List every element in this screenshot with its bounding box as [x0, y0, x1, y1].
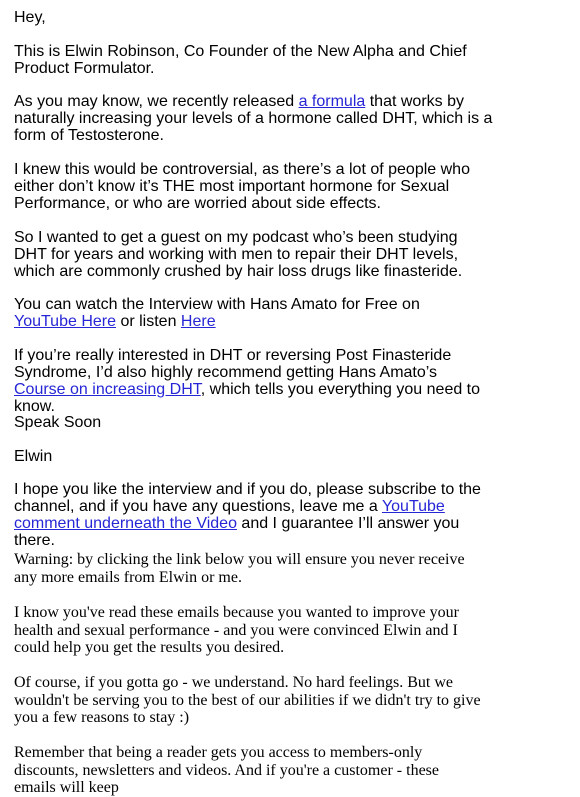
warning-paragraph: Warning: by clicking the link below you will ensure you never receive any more emails from Elwin or me.: [14, 551, 465, 586]
course-text-after: , which tells you everything you need to know.: [14, 381, 481, 415]
youtube-comment-link[interactable]: YouTube comment underneath the Video: [14, 498, 445, 532]
watch-paragraph: [14, 296, 484, 330]
subscribe-paragraph: [14, 481, 484, 549]
subscribe-text-before: I hope you like the interview and if you do, please subscribe to the channel, and if you have any questions, leave me a: [14, 481, 481, 515]
course-paragraph: [14, 347, 484, 415]
course-text-before: If you’re really interested in DHT or reversing Post Finasteride Syndrome, I’d also highly recommend getting Hans Amato’s: [14, 347, 452, 381]
gotta-go-paragraph: Of course, if you gotta go - we understand. No hard feelings. But we wouldn't be serving you to the best of our abilities if we didn't try to give you a few reasons to stay :): [14, 674, 481, 726]
watch-text-before: You can watch the Interview with Hans Amato for Free on: [14, 296, 420, 313]
intro-paragraph: This is Elwin Robinson, Co Founder of the New Alpha and Chief Product Formulator.: [14, 43, 467, 77]
controversial-paragraph: I knew this would be controversial, as there’s a lot of people who either don’t know it’s THE most important hormone for Sexual Performance, or who are worried about side effects.: [14, 161, 470, 212]
speak-soon: Speak Soon: [14, 414, 102, 431]
release-text-after: that works by naturally increasing your levels of a hormone called DHT, which is a form of Testosterone.: [14, 93, 493, 144]
read-reason-paragraph: I know you've read these emails because you wanted to improve your health and sexual performance - and you were convinced Elwin and I could help you get the results you desired.: [14, 604, 459, 656]
formula-link[interactable]: a formula: [298, 93, 366, 110]
greeting: Hey,: [14, 9, 46, 26]
release-paragraph: [14, 93, 494, 144]
course-link[interactable]: Course on increasing DHT: [14, 381, 201, 398]
subscribe-text-after: and I guarantee I’ll answer you there.: [14, 515, 460, 549]
signature: Elwin: [14, 448, 53, 465]
listen-here-link[interactable]: Here: [180, 313, 216, 330]
release-text-before: As you may know, we recently released: [14, 93, 299, 110]
youtube-here-link[interactable]: YouTube Here: [14, 313, 116, 330]
watch-text-middle: or listen: [116, 313, 181, 330]
remember-paragraph: Remember that being a reader gets you access to members-only discounts, newsletters and videos. And if you're a customer - these emails will keep: [14, 744, 440, 796]
guest-paragraph: So I wanted to get a guest on my podcast who’s been studying DHT for years and working with men to repair their DHT levels, which are commonly crushed by hair loss drugs like finasteride.: [14, 229, 463, 280]
